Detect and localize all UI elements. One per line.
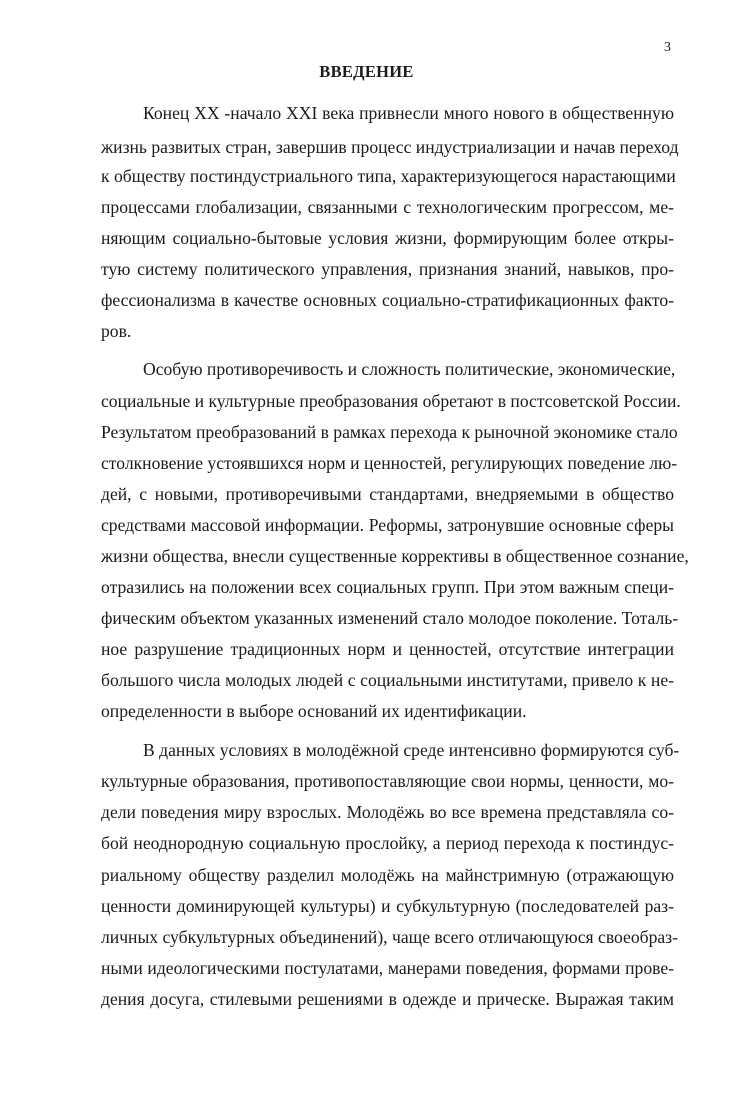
page-number: 3 (664, 40, 671, 55)
text-line: ценности доминирующей культуры) и субкультурную (последователей раз- (101, 896, 674, 916)
text-line: процессами глобализации, связанными с технологическим прогрессом, ме- (101, 197, 674, 217)
text-line: В данных условиях в молодёжной среде интенсивно формируются суб- (143, 740, 680, 760)
text-line: ров. (101, 321, 132, 341)
text-line: бой неоднородную социальную прослойку, а период перехода к постиндус- (101, 833, 674, 853)
text-line: няющим социально-бытовые условия жизни, формирующим более откры- (101, 228, 674, 248)
text-line: определенности в выборе оснований их идентификации. (101, 701, 527, 721)
text-line: социальные и культурные преобразования обретают в постсоветской России. (101, 391, 681, 411)
text-line: ными идеологическими постулатами, манерами поведения, формами прове- (101, 958, 674, 978)
text-line: Результатом преобразований в рамках перехода к рыночной экономике стало (101, 422, 678, 442)
text-line: фическим объектом указанных изменений стало молодое поколение. Тоталь- (101, 608, 679, 628)
text-line: жизнь развитых стран, завершив процесс индустриализации и начав переход (101, 137, 679, 157)
text-line: дения досуга, стилевыми решениями в одежде и прическе. Выражая таким (101, 989, 674, 1009)
text-line: ное разрушение традиционных норм и ценностей, отсутствие интеграции (101, 639, 674, 659)
text-line: Конец XX -начало XXI века привнесли много нового в общественную (143, 103, 674, 123)
text-line: отразились на положении всех социальных групп. При этом важным специ- (101, 577, 674, 597)
text-line: Особую противоречивость и сложность политические, экономические, (143, 359, 676, 379)
text-line: столкновение устоявшихся норм и ценностей, регулирующих поведение лю- (101, 453, 678, 473)
text-line: большого числа молодых людей с социальными институтами, привело к не- (101, 670, 674, 690)
text-line: риальному обществу разделил молодёжь на майнстримную (отражающую (101, 865, 674, 885)
text-line: культурные образования, противопоставляющие свои нормы, ценности, мо- (101, 771, 674, 791)
text-line: дей, с новыми, противоречивыми стандартами, внедряемыми в общество (101, 484, 674, 504)
text-line: дели поведения миру взрослых. Молодёжь во все времена представляла со- (101, 802, 674, 822)
text-line: к обществу постиндустриального типа, характеризующегося нарастающими (101, 166, 676, 186)
text-line: средствами массовой информации. Реформы, затронувшие основные сферы (101, 515, 674, 535)
text-line: личных субкультурных объединений), чаще всего отличающуюся своеобраз- (101, 927, 678, 947)
page-title: ВВЕДЕНИЕ (319, 62, 414, 81)
text-line: тую систему политического управления, признания знаний, навыков, про- (101, 259, 674, 279)
text-line: фессионализма в качестве основных социально-стратификационных факто- (101, 290, 674, 310)
text-line: жизни общества, внесли существенные коррективы в общественное сознание, (101, 546, 689, 566)
